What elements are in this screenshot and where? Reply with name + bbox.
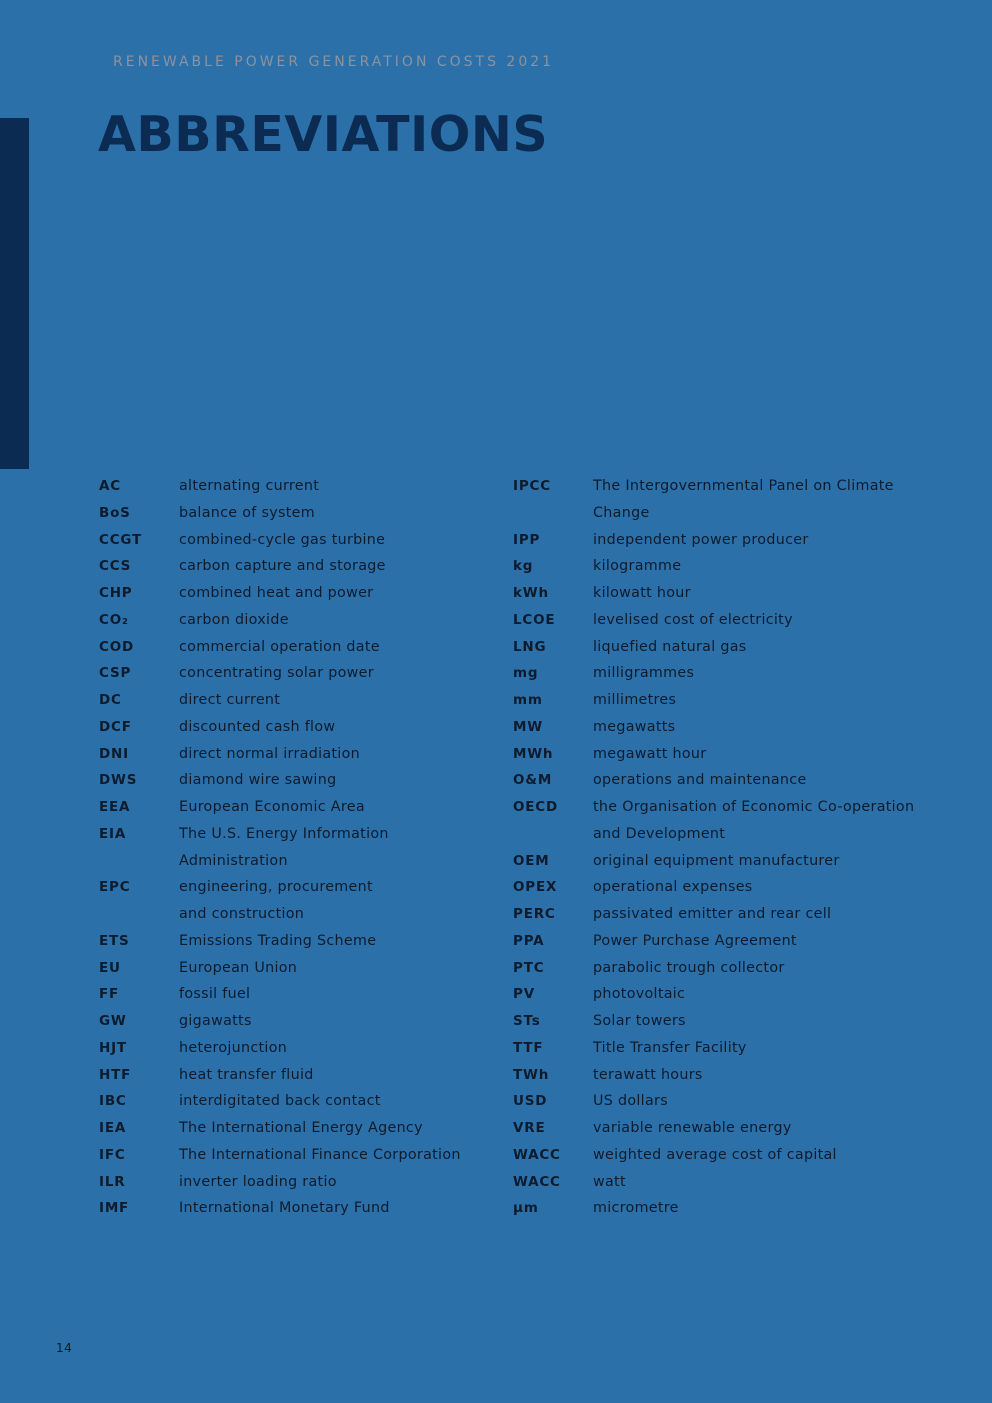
abbreviation-definition — [593, 955, 785, 982]
abbreviation-term: TWh — [513, 1066, 550, 1083]
abbreviation-term: IFC — [99, 1146, 126, 1163]
abbreviation-row — [513, 527, 973, 554]
abbreviation-term: O&M — [513, 772, 553, 789]
abbreviation-term: USD — [513, 1093, 548, 1110]
definition-line: combined-cycle gas turbine — [179, 531, 386, 548]
definition-line: European Union — [179, 959, 298, 976]
abbreviation-row — [513, 794, 973, 848]
abbreviation-definition — [179, 500, 315, 527]
abbreviation-definition — [593, 1035, 747, 1062]
definition-line: discounted cash flow — [179, 718, 336, 735]
abbreviation-definition — [179, 1088, 381, 1115]
abbreviation-term: PERC — [513, 906, 556, 922]
definition-line: milligrammes — [593, 665, 695, 682]
abbreviation-definition — [593, 874, 753, 901]
definition-line: operational expenses — [593, 879, 753, 896]
abbreviation-row — [99, 687, 489, 714]
abbreviation-definition — [179, 1115, 423, 1142]
abbreviation-row — [513, 580, 973, 607]
abbreviation-definition — [593, 981, 685, 1008]
definition-line-continued: Administration — [179, 852, 288, 869]
definition-line: International Monetary Fund — [179, 1200, 390, 1217]
definition-line: heat transfer fluid — [179, 1066, 314, 1083]
abbreviation-term: BoS — [99, 504, 131, 521]
abbreviation-row — [99, 741, 489, 768]
abbreviation-definition — [593, 928, 797, 955]
abbreviation-row — [99, 553, 489, 580]
running-header: RENEWABLE POWER GENERATION COSTS 2021 — [113, 54, 555, 70]
definition-line: The Intergovernmental Panel on Climate — [593, 478, 894, 494]
definition-line: direct normal irradiation — [179, 745, 360, 762]
abbreviation-term: CHP — [99, 585, 133, 601]
abbreviation-definition — [179, 955, 297, 982]
abbreviation-term: PPA — [513, 932, 545, 949]
abbreviation-definition — [179, 767, 336, 794]
definition-line: Title Transfer Facility — [593, 1039, 747, 1056]
abbreviation-row — [513, 1142, 973, 1169]
abbreviation-definition — [179, 473, 319, 500]
abbreviation-row — [99, 580, 489, 607]
definition-line: Solar towers — [593, 1013, 686, 1029]
definition-line: commercial operation date — [179, 638, 380, 655]
abbreviation-definition — [179, 874, 373, 928]
definition-line: Emissions Trading Scheme — [179, 932, 377, 949]
definition-line: US dollars — [593, 1093, 668, 1110]
abbreviation-term: IMF — [99, 1200, 130, 1217]
abbreviation-row — [99, 928, 489, 955]
definition-line: alternating current — [179, 478, 320, 494]
abbreviation-definition — [179, 821, 389, 875]
abbreviation-definition — [593, 848, 840, 875]
definition-line: inverter loading ratio — [179, 1173, 337, 1190]
abbreviation-definition — [593, 1115, 792, 1142]
definition-line: kilowatt hour — [593, 585, 691, 601]
abbreviation-row — [99, 714, 489, 741]
definition-line: kilogramme — [593, 558, 682, 575]
abbreviation-row — [513, 607, 973, 634]
definition-line: levelised cost of electricity — [593, 611, 793, 628]
abbreviation-definition — [179, 553, 386, 580]
abbreviation-term: IPP — [513, 531, 541, 548]
abbreviation-row — [99, 1142, 489, 1169]
abbreviation-row — [99, 1062, 489, 1089]
definition-line: The International Finance Corporation — [179, 1146, 461, 1163]
abbreviation-list-left — [99, 473, 489, 1222]
definition-line: photovoltaic — [593, 986, 686, 1003]
abbreviation-definition — [179, 527, 385, 554]
abbreviation-term: CSP — [99, 665, 132, 682]
abbreviation-term: DWS — [99, 772, 138, 789]
abbreviation-term: IBC — [99, 1093, 127, 1110]
definition-line-continued: Change — [593, 504, 650, 521]
abbreviation-row — [513, 1035, 973, 1062]
abbreviation-row — [513, 848, 973, 875]
definition-line: megawatts — [593, 718, 676, 735]
abbreviation-row — [513, 1088, 973, 1115]
abbreviation-term: kWh — [513, 585, 549, 601]
page-title: ABBREVIATIONS — [98, 106, 549, 163]
abbreviation-definition — [593, 1142, 837, 1169]
definition-line: the Organisation of Economic Co-operation — [593, 799, 915, 815]
abbreviation-term: STs — [513, 1013, 541, 1029]
abbreviation-row — [513, 955, 973, 982]
abbreviation-term: CCS — [99, 558, 132, 575]
abbreviation-term: IEA — [99, 1120, 127, 1136]
abbreviation-definition — [593, 794, 914, 848]
abbreviation-row — [513, 553, 973, 580]
abbreviation-term: OECD — [513, 799, 559, 815]
abbreviation-row — [513, 1169, 973, 1196]
abbreviation-term: TTF — [513, 1039, 544, 1056]
abbreviation-definition — [593, 607, 793, 634]
definition-line: passivated emitter and rear cell — [593, 906, 832, 922]
abbreviation-definition — [593, 660, 694, 687]
abbreviation-definition — [593, 527, 809, 554]
abbreviation-row — [513, 741, 973, 768]
abbreviation-row — [99, 500, 489, 527]
definition-line: variable renewable energy — [593, 1120, 792, 1136]
abbreviation-definition — [593, 473, 894, 527]
abbreviation-term: DNI — [99, 745, 129, 762]
abbreviation-term: PV — [513, 986, 535, 1003]
definition-line: The International Energy Agency — [179, 1120, 423, 1136]
abbreviation-term: EU — [99, 959, 121, 976]
abbreviation-row — [99, 660, 489, 687]
abbreviation-term: CO₂ — [99, 611, 129, 628]
abbreviation-term: COD — [99, 638, 134, 655]
abbreviation-row — [513, 687, 973, 714]
definition-line: weighted average cost of capital — [593, 1146, 837, 1163]
definition-line: European Economic Area — [179, 799, 365, 815]
abbreviation-definition — [593, 1195, 679, 1222]
definition-line: interdigitated back contact — [179, 1093, 381, 1110]
abbreviation-term: OPEX — [513, 879, 558, 896]
abbreviation-row — [513, 767, 973, 794]
definition-line-continued: and construction — [179, 906, 305, 922]
abbreviation-row — [99, 527, 489, 554]
abbreviation-definition — [179, 1008, 252, 1035]
abbreviation-term: µm — [513, 1200, 539, 1217]
abbreviation-definition — [179, 1142, 461, 1169]
abbreviation-definition — [179, 580, 373, 607]
abbreviation-term: VRE — [513, 1120, 546, 1136]
abbreviation-row — [513, 1115, 973, 1142]
definition-line: concentrating solar power — [179, 665, 374, 682]
definition-line: engineering, procurement — [179, 879, 373, 896]
abbreviation-row — [99, 1115, 489, 1142]
abbreviation-row — [513, 928, 973, 955]
abbreviation-term: IPCC — [513, 478, 551, 494]
definition-line: direct current — [179, 692, 281, 708]
definition-line: liquefied natural gas — [593, 638, 747, 655]
abbreviation-row — [513, 634, 973, 661]
definition-line: watt — [593, 1173, 626, 1190]
abbreviation-row — [99, 767, 489, 794]
abbreviation-row — [99, 473, 489, 500]
abbreviation-definition — [593, 1088, 668, 1115]
abbreviation-term: LCOE — [513, 611, 556, 628]
abbreviation-definition — [593, 553, 681, 580]
abbreviation-definition — [593, 741, 706, 768]
abbreviation-term: GW — [99, 1013, 127, 1029]
abbreviation-term: FF — [99, 986, 120, 1003]
abbreviation-row — [513, 714, 973, 741]
definition-line: carbon capture and storage — [179, 558, 386, 575]
abbreviation-row — [99, 1169, 489, 1196]
abbreviation-definition — [179, 714, 335, 741]
abbreviation-row — [99, 1088, 489, 1115]
definition-line: balance of system — [179, 504, 315, 521]
abbreviation-definition — [593, 1062, 703, 1089]
abbreviation-row — [99, 794, 489, 821]
abbreviation-term: MW — [513, 718, 543, 735]
abbreviation-term: LNG — [513, 638, 547, 655]
abbreviation-row — [513, 660, 973, 687]
abbreviation-term: ILR — [99, 1173, 126, 1190]
abbreviation-term: OEM — [513, 852, 550, 869]
definition-line: carbon dioxide — [179, 611, 289, 628]
definition-line: terawatt hours — [593, 1066, 703, 1083]
side-accent-bar — [0, 118, 29, 469]
abbreviation-definition — [179, 634, 380, 661]
definition-line: heterojunction — [179, 1039, 288, 1056]
definition-line: fossil fuel — [179, 986, 251, 1003]
abbreviation-term: AC — [99, 478, 121, 494]
definition-line: independent power producer — [593, 531, 809, 548]
abbreviation-term: MWh — [513, 745, 554, 762]
definition-line: megawatt hour — [593, 745, 707, 762]
abbreviation-row — [513, 1062, 973, 1089]
definition-line: original equipment manufacturer — [593, 852, 840, 869]
definition-line: micrometre — [593, 1200, 679, 1217]
definition-line: The U.S. Energy Information — [179, 825, 389, 842]
abbreviation-definition — [179, 794, 365, 821]
abbreviation-row — [513, 473, 973, 527]
abbreviation-definition — [179, 660, 374, 687]
abbreviation-row — [99, 1035, 489, 1062]
page-number: 14 — [56, 1341, 73, 1355]
abbreviation-term: EIA — [99, 825, 127, 842]
abbreviation-definition — [593, 687, 676, 714]
abbreviation-definition — [593, 767, 807, 794]
abbreviation-term: EPC — [99, 879, 131, 896]
abbreviation-definition — [593, 580, 691, 607]
abbreviation-term: HTF — [99, 1066, 132, 1083]
abbreviation-term: WACC — [513, 1146, 561, 1163]
abbreviation-definition — [179, 928, 376, 955]
abbreviation-definition — [593, 1169, 626, 1196]
abbreviation-row — [99, 634, 489, 661]
abbreviation-definition — [179, 1035, 287, 1062]
abbreviation-row — [99, 1195, 489, 1222]
abbreviation-definition — [593, 634, 747, 661]
abbreviation-definition — [593, 901, 831, 928]
abbreviation-list-right — [513, 473, 973, 1222]
definition-line: operations and maintenance — [593, 772, 807, 789]
abbreviation-definition — [179, 1169, 337, 1196]
abbreviation-row — [513, 1008, 973, 1035]
abbreviation-definition — [179, 741, 360, 768]
abbreviation-row — [99, 874, 489, 928]
abbreviation-row — [99, 955, 489, 982]
abbreviation-definition — [593, 1008, 686, 1035]
definition-line: millimetres — [593, 692, 677, 708]
abbreviation-row — [513, 874, 973, 901]
abbreviation-definition — [593, 714, 675, 741]
definition-line: diamond wire sawing — [179, 772, 337, 789]
abbreviation-definition — [179, 687, 280, 714]
abbreviation-term: EEA — [99, 799, 131, 815]
abbreviation-term: CCGT — [99, 531, 143, 548]
definition-line: combined heat and power — [179, 585, 374, 601]
abbreviation-term: HJT — [99, 1039, 127, 1056]
abbreviation-definition — [179, 981, 250, 1008]
abbreviation-row — [99, 1008, 489, 1035]
abbreviation-term: PTC — [513, 959, 545, 976]
abbreviation-term: mm — [513, 692, 543, 708]
abbreviation-row — [513, 901, 973, 928]
abbreviation-row — [99, 821, 489, 875]
definition-line-continued: and Development — [593, 825, 726, 842]
abbreviation-term: mg — [513, 665, 539, 682]
definition-line: parabolic trough collector — [593, 959, 785, 976]
abbreviation-row — [513, 981, 973, 1008]
abbreviation-row — [513, 1195, 973, 1222]
abbreviation-term: DC — [99, 692, 122, 708]
abbreviation-definition — [179, 607, 289, 634]
abbreviation-term: DCF — [99, 718, 132, 735]
abbreviation-definition — [179, 1062, 314, 1089]
abbreviation-row — [99, 607, 489, 634]
definition-line: Power Purchase Agreement — [593, 932, 797, 949]
abbreviation-row — [99, 981, 489, 1008]
abbreviation-term: ETS — [99, 932, 130, 949]
abbreviation-term: kg — [513, 558, 534, 575]
definition-line: gigawatts — [179, 1013, 252, 1029]
abbreviation-term: WACC — [513, 1173, 561, 1190]
abbreviation-definition — [179, 1195, 390, 1222]
